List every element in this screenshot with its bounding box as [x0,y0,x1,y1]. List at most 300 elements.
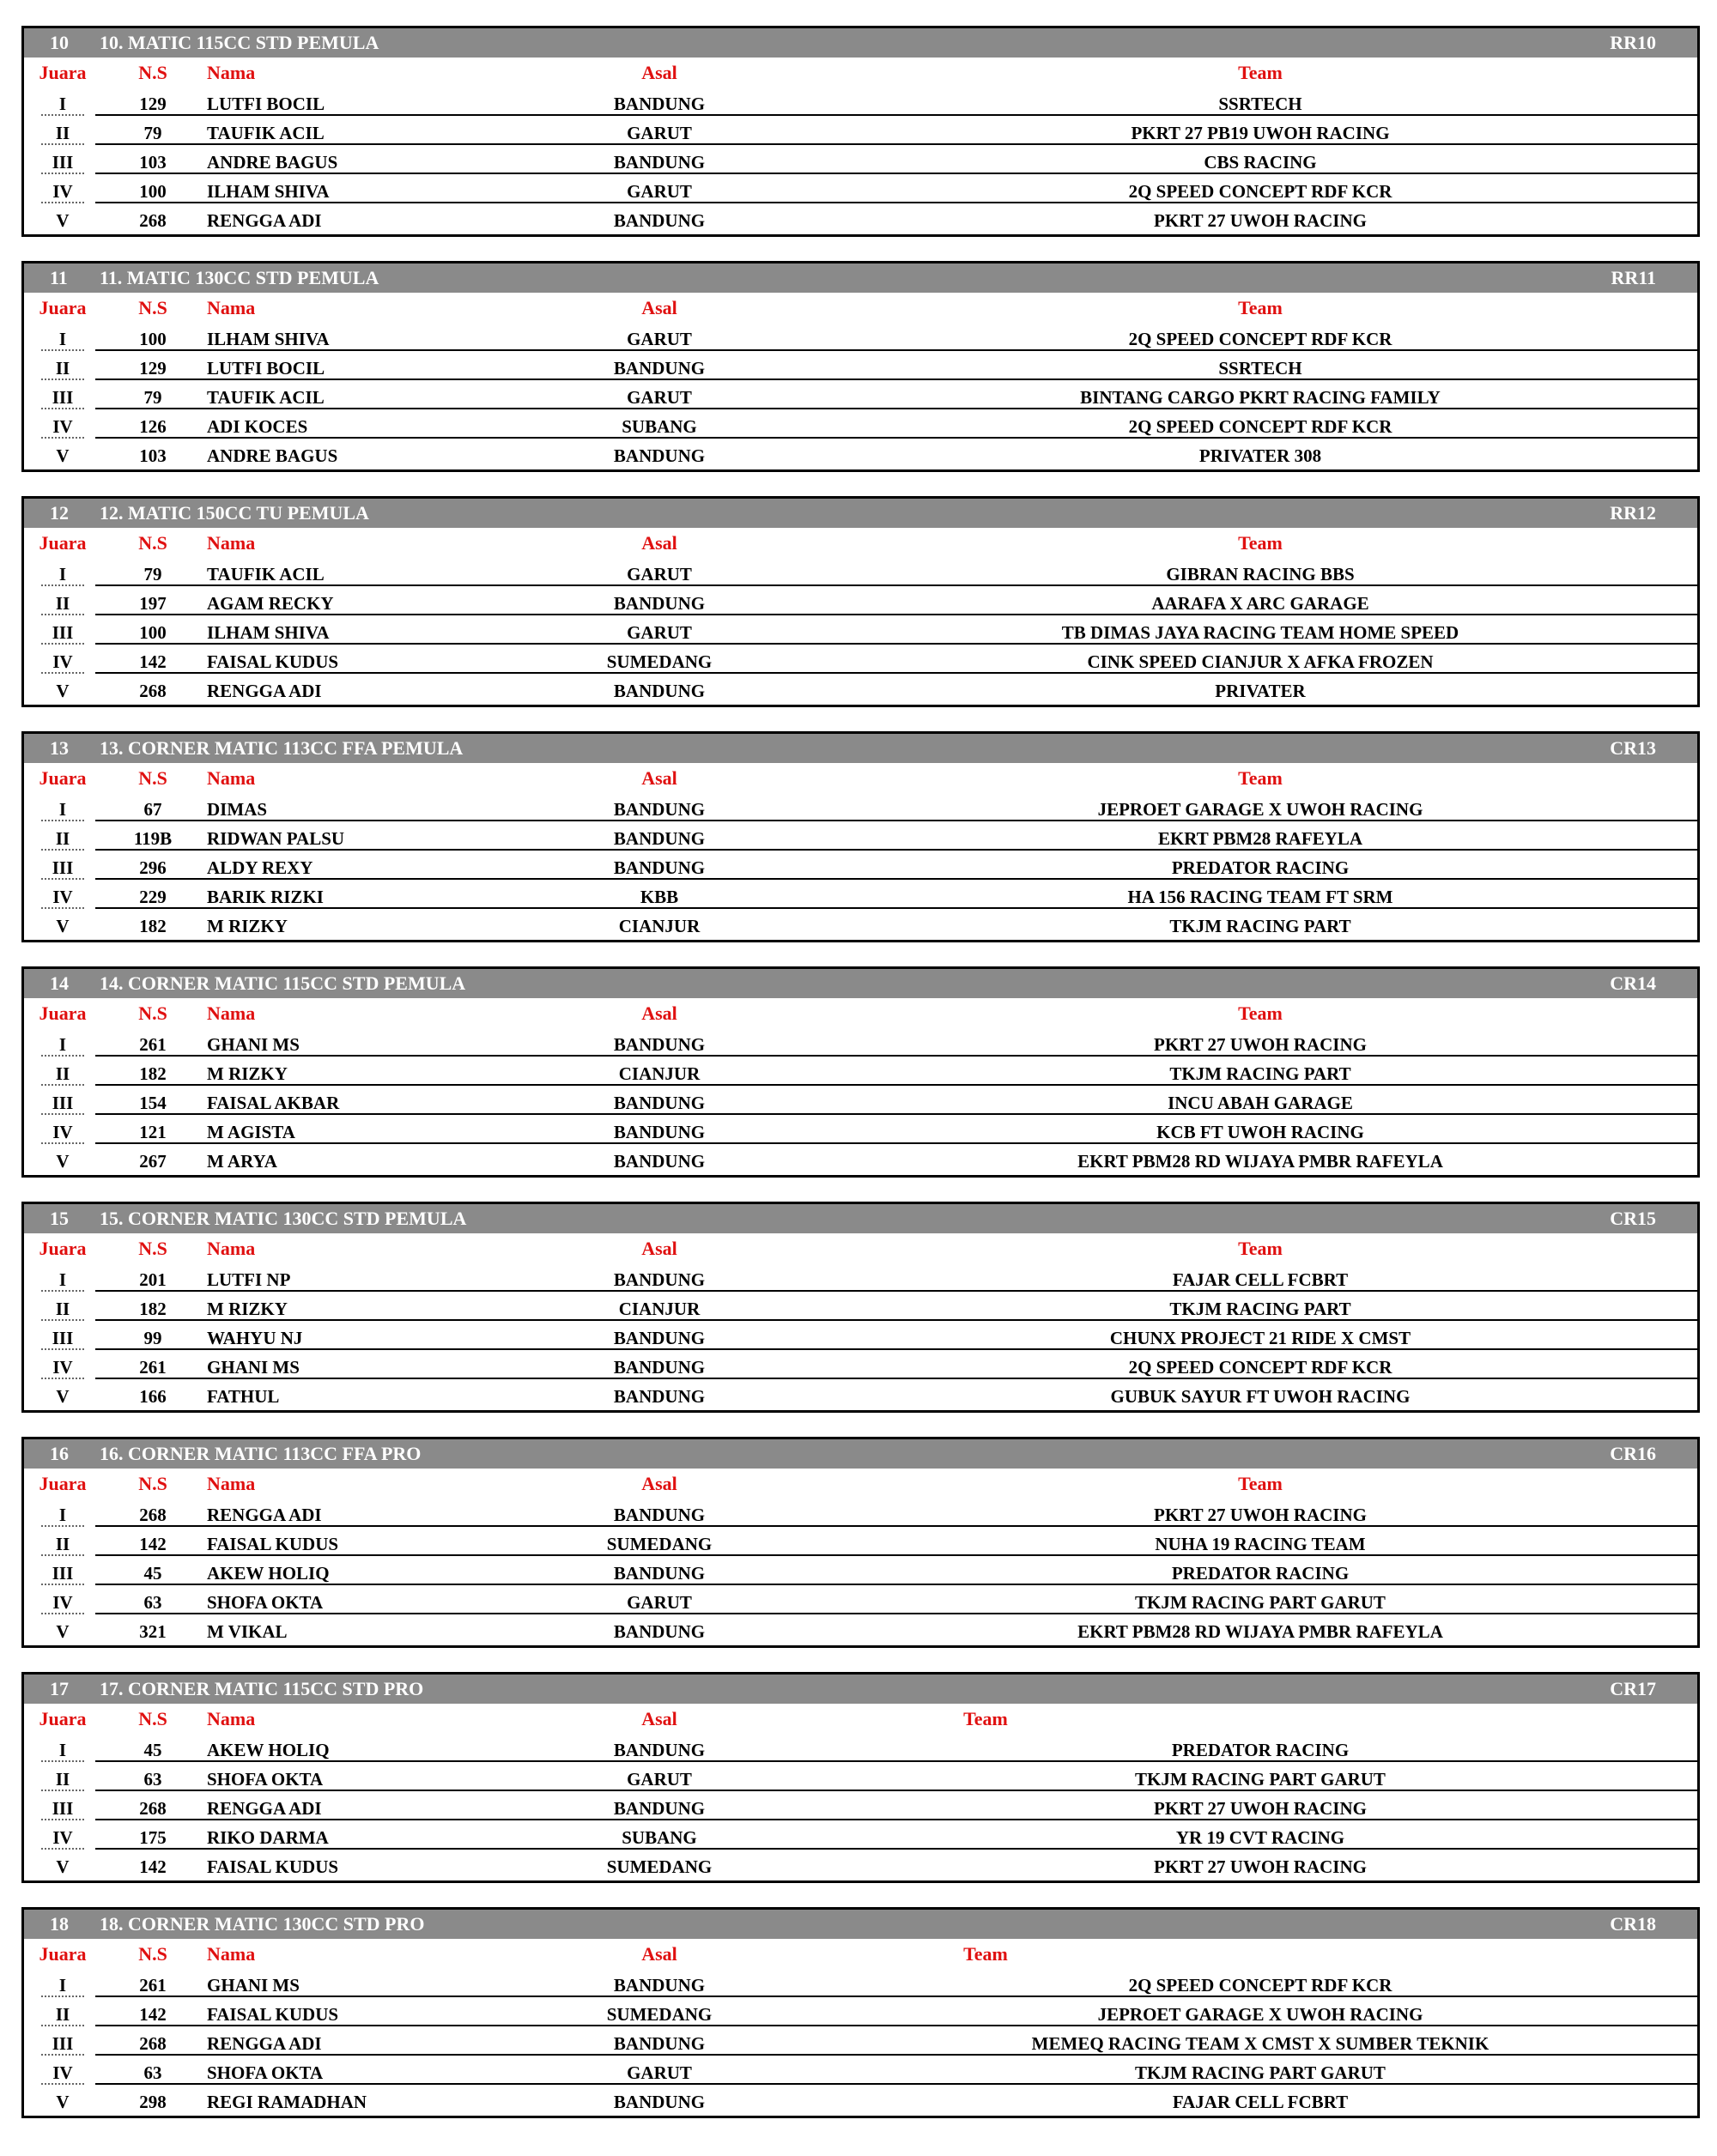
cell-ns: 261 [139,1357,167,1378]
cell-team: MEMEQ RACING TEAM X CMST X SUMBER TEKNIK [1031,2033,1489,2054]
column-header-row [24,293,1697,322]
cell-ns: 45 [143,1740,162,1760]
result-table [21,26,1700,237]
cell-nama: RIDWAN PALSU [207,828,345,849]
cell-asal: CIANJUR [618,1299,701,1319]
class-title-bar [24,1910,1697,1939]
class-code: RR11 [1611,267,1656,288]
cell-ns: 268 [139,681,167,701]
header-juara: Juara [39,297,87,318]
cell-team: SSRTECH [1218,358,1302,379]
cell-team: AARAFA X ARC GARAGE [1151,593,1369,614]
table-row [24,409,1697,439]
header-ns: N.S [138,1473,167,1494]
table-row [24,1527,1697,1556]
class-code: CR13 [1610,737,1656,759]
class-number: 16 [50,1443,69,1464]
cell-team: 2Q SPEED CONCEPT RDF KCR [1128,1357,1392,1378]
header-asal: Asal [641,297,677,318]
cell-juara: I [58,1505,67,1525]
cell-asal: CIANJUR [618,916,701,936]
header-nama: Nama [207,532,256,554]
result-table [21,261,1700,472]
cell-ns: 201 [139,1269,167,1290]
result-table [21,1202,1700,1413]
table-row [24,439,1697,468]
cell-ns: 197 [139,593,167,614]
cell-juara: III [52,2033,74,2054]
cell-nama: ANDRE BAGUS [207,152,338,173]
class-title-bar [24,263,1697,293]
class-title-bar [24,499,1697,528]
cell-nama: ILHAM SHIVA [207,181,330,202]
cell-team: BINTANG CARGO PKRT RACING FAMILY [1080,387,1441,408]
header-team: Team [1238,297,1283,318]
table-row [24,1733,1697,1762]
column-header-row [24,1939,1697,1968]
cell-nama: WAHYU NJ [207,1328,303,1348]
cell-juara: V [56,1621,70,1642]
cell-juara: V [56,2092,70,2112]
cell-juara: II [55,1769,70,1790]
table-row [24,615,1697,645]
header-juara: Juara [39,532,87,554]
cell-juara: II [55,1299,70,1319]
cell-asal: GARUT [627,564,692,584]
column-header-row [24,763,1697,792]
header-team: Team [1238,62,1283,83]
cell-nama: M AGISTA [207,1122,295,1142]
cell-juara: III [52,387,74,408]
class-number: 12 [50,502,69,524]
cell-juara: V [56,210,70,231]
cell-juara: II [55,1063,70,1084]
cell-juara: III [52,1563,74,1584]
table-row [24,203,1697,233]
cell-nama: ANDRE BAGUS [207,445,338,466]
cell-nama: RENGGA ADI [207,1505,322,1525]
cell-ns: 142 [139,1856,167,1877]
cell-juara: III [52,1093,74,1113]
cell-team: CINK SPEED CIANJUR X AFKA FROZEN [1087,651,1434,672]
class-title: 10. MATIC 115CC STD PEMULA [100,32,379,53]
cell-ns: 321 [139,1621,167,1642]
cell-team: PRIVATER 308 [1198,445,1322,466]
cell-team: PKRT 27 UWOH RACING [1154,1856,1367,1877]
cell-ns: 79 [143,564,162,584]
cell-ns: 100 [139,181,167,202]
cell-asal: BANDUNG [613,1093,706,1113]
header-juara: Juara [39,767,87,789]
table-row [24,1086,1697,1115]
table-row [24,1321,1697,1350]
cell-asal: BANDUNG [613,2092,706,2112]
cell-juara: IV [52,416,73,437]
header-ns: N.S [138,297,167,318]
cell-asal: BANDUNG [613,1151,706,1172]
cell-nama: REGI RAMADHAN [207,2092,367,2112]
cell-team: KCB FT UWOH RACING [1156,1122,1364,1142]
header-nama: Nama [207,1943,256,1965]
cell-nama: RIKO DARMA [207,1827,329,1848]
cell-juara: IV [52,1592,73,1613]
cell-nama: BARIK RIZKI [207,887,324,907]
cell-nama: FAISAL AKBAR [207,1093,340,1113]
header-team: Team [1238,1002,1283,1024]
table-row [24,1292,1697,1321]
cell-team: 2Q SPEED CONCEPT RDF KCR [1128,1975,1392,1996]
cell-ns: 67 [143,799,162,820]
cell-nama: M VIKAL [207,1621,288,1642]
cell-juara: V [56,681,70,701]
cell-nama: SHOFA OKTA [207,1592,324,1613]
cell-nama: AKEW HOLIQ [207,1740,330,1760]
cell-ns: 182 [139,1063,167,1084]
cell-nama: M ARYA [207,1151,277,1172]
cell-team: PKRT 27 UWOH RACING [1154,1798,1367,1819]
cell-asal: BANDUNG [613,799,706,820]
cell-ns: 103 [139,445,167,466]
header-juara: Juara [39,1238,87,1259]
cell-team: TKJM RACING PART [1169,1299,1351,1319]
header-juara: Juara [39,1708,87,1729]
table-row [24,1556,1697,1585]
header-ns: N.S [138,532,167,554]
table-row [24,1791,1697,1820]
table-row [24,1498,1697,1527]
cell-ns: 79 [143,387,162,408]
table-row [24,851,1697,880]
header-asal: Asal [641,1473,677,1494]
header-asal: Asal [641,1943,677,1965]
cell-nama: FAISAL KUDUS [207,651,339,672]
cell-asal: BANDUNG [613,445,706,466]
cell-team: NUHA 19 RACING TEAM [1155,1534,1366,1554]
header-ns: N.S [138,767,167,789]
cell-nama: GHANI MS [207,1357,300,1378]
cell-ns: 129 [139,94,167,114]
table-row [24,1762,1697,1791]
cell-team: TB DIMAS JAYA RACING TEAM HOME SPEED [1061,622,1459,643]
cell-asal: KBB [640,887,679,907]
cell-team: EKRT PBM28 RD WIJAYA PMBR RAFEYLA [1077,1151,1443,1172]
class-code: RR12 [1610,502,1656,524]
cell-nama: SHOFA OKTA [207,1769,324,1790]
cell-team: TKJM RACING PART GARUT [1135,1769,1386,1790]
table-row [24,2085,1697,2114]
cell-nama: FAISAL KUDUS [207,1534,339,1554]
cell-nama: M RIZKY [207,916,288,936]
table-row [24,821,1697,851]
header-ns: N.S [138,1238,167,1259]
cell-juara: II [55,358,70,379]
class-number: 15 [50,1208,69,1229]
header-nama: Nama [207,1238,256,1259]
cell-ns: 182 [139,1299,167,1319]
table-row [24,174,1697,203]
class-title: 12. MATIC 150CC TU PEMULA [100,502,369,524]
cell-juara: II [55,123,70,143]
cell-team: TKJM RACING PART [1169,1063,1351,1084]
table-row [24,2026,1697,2056]
cell-juara: IV [52,1122,73,1142]
cell-ns: 99 [143,1328,162,1348]
cell-asal: BANDUNG [613,1563,706,1584]
cell-ns: 100 [139,622,167,643]
cell-team: INCU ABAH GARAGE [1168,1093,1353,1113]
cell-team: EKRT PBM28 RD WIJAYA PMBR RAFEYLA [1077,1621,1443,1642]
cell-asal: BANDUNG [613,1122,706,1142]
cell-asal: BANDUNG [613,1357,706,1378]
cell-team: TKJM RACING PART GARUT [1135,1592,1386,1613]
table-row [24,380,1697,409]
cell-ns: 175 [139,1827,167,1848]
cell-ns: 296 [139,857,167,878]
cell-juara: V [56,1856,70,1877]
class-title-bar [24,734,1697,763]
cell-nama: RENGGA ADI [207,681,322,701]
cell-ns: 229 [139,887,167,907]
cell-asal: BANDUNG [613,828,706,849]
cell-nama: FAISAL KUDUS [207,1856,339,1877]
result-table [21,496,1700,707]
result-table [21,1437,1700,1648]
header-ns: N.S [138,1943,167,1965]
result-table [21,731,1700,942]
cell-ns: 100 [139,329,167,349]
cell-ns: 261 [139,1975,167,1996]
cell-juara: IV [52,651,73,672]
table-row [24,1997,1697,2026]
cell-ns: 268 [139,210,167,231]
cell-asal: BANDUNG [613,358,706,379]
header-juara: Juara [39,1002,87,1024]
cell-juara: II [55,593,70,614]
cell-team: PRIVATER [1215,681,1306,701]
class-title: 13. CORNER MATIC 113CC FFA PEMULA [100,737,464,759]
cell-nama: ALDY REXY [207,857,313,878]
class-title-bar [24,1439,1697,1469]
table-row [24,1820,1697,1850]
header-asal: Asal [641,1002,677,1024]
cell-ns: 261 [139,1034,167,1055]
results-document [21,26,1700,2142]
cell-ns: 63 [143,1592,162,1613]
table-row [24,1379,1697,1408]
cell-team: JEPROET GARAGE X UWOH RACING [1097,799,1423,820]
table-row [24,1144,1697,1173]
cell-nama: RENGGA ADI [207,1798,322,1819]
cell-juara: IV [52,1357,73,1378]
cell-team: PKRT 27 UWOH RACING [1154,1505,1367,1525]
table-row [24,1350,1697,1379]
table-row [24,1115,1697,1144]
cell-asal: BANDUNG [613,681,706,701]
cell-juara: I [58,564,67,584]
cell-nama: AKEW HOLIQ [207,1563,330,1584]
cell-ns: 268 [139,1798,167,1819]
header-juara: Juara [39,1473,87,1494]
table-row [24,116,1697,145]
class-title-bar [24,28,1697,58]
cell-juara: IV [52,2062,73,2083]
table-row [24,674,1697,703]
cell-asal: GARUT [627,329,692,349]
header-asal: Asal [641,1708,677,1729]
column-header-row [24,528,1697,557]
cell-juara: I [58,1740,67,1760]
table-row [24,1968,1697,1997]
cell-nama: LUTFI BOCIL [207,358,325,379]
cell-asal: BANDUNG [613,2033,706,2054]
cell-juara: III [52,1798,74,1819]
cell-juara: V [56,1151,70,1172]
table-row [24,1585,1697,1614]
class-code: CR14 [1610,972,1656,994]
header-asal: Asal [641,62,677,83]
table-row [24,1614,1697,1644]
cell-team: EKRT PBM28 RAFEYLA [1157,828,1363,849]
cell-team: TKJM RACING PART GARUT [1135,2062,1386,2083]
class-title: 18. CORNER MATIC 130CC STD PRO [100,1913,425,1935]
cell-ns: 166 [139,1386,167,1407]
cell-team: FAJAR CELL FCBRT [1172,1269,1349,1290]
cell-asal: GARUT [627,622,692,643]
cell-nama: AGAM RECKY [207,593,334,614]
cell-asal: SUMEDANG [606,1856,713,1877]
cell-ns: 126 [139,416,167,437]
class-title: 14. CORNER MATIC 115CC STD PEMULA [100,972,466,994]
cell-asal: BANDUNG [613,1505,706,1525]
cell-nama: RENGGA ADI [207,210,322,231]
header-team: Team [963,1943,1008,1965]
table-row [24,880,1697,909]
cell-asal: SUBANG [622,416,697,437]
header-team: Team [1238,532,1283,554]
cell-asal: GARUT [627,1769,692,1790]
cell-ns: 268 [139,2033,167,2054]
cell-team: JEPROET GARAGE X UWOH RACING [1097,2004,1423,2025]
cell-team: HA 156 RACING TEAM FT SRM [1127,887,1393,907]
cell-ns: 45 [143,1563,162,1584]
cell-asal: SUMEDANG [606,651,713,672]
cell-ns: 79 [143,123,162,143]
header-nama: Nama [207,1002,256,1024]
cell-nama: FATHUL [207,1386,280,1407]
class-number: 11 [50,267,68,288]
class-code: RR10 [1610,32,1656,53]
header-team: Team [1238,767,1283,789]
cell-team: PKRT 27 UWOH RACING [1154,1034,1367,1055]
cell-asal: GARUT [627,123,692,143]
cell-asal: BANDUNG [613,210,706,231]
cell-team: GUBUK SAYUR FT UWOH RACING [1110,1386,1411,1407]
cell-nama: SHOFA OKTA [207,2062,324,2083]
cell-ns: 268 [139,1505,167,1525]
cell-ns: 142 [139,1534,167,1554]
class-number: 14 [50,972,69,994]
table-row [24,586,1697,615]
result-table [21,1672,1700,1883]
table-row [24,1263,1697,1292]
cell-asal: BANDUNG [613,1034,706,1055]
class-title-bar [24,1204,1697,1233]
cell-team: 2Q SPEED CONCEPT RDF KCR [1128,329,1392,349]
class-number: 13 [50,737,69,759]
table-row [24,557,1697,586]
table-row [24,1057,1697,1086]
class-title: 11. MATIC 130CC STD PEMULA [100,267,379,288]
cell-nama: TAUFIK ACIL [207,564,325,584]
cell-nama: ILHAM SHIVA [207,622,330,643]
cell-asal: BANDUNG [613,152,706,173]
header-nama: Nama [207,1473,256,1494]
cell-nama: LUTFI NP [207,1269,291,1290]
header-nama: Nama [207,767,256,789]
cell-team: SSRTECH [1218,94,1302,114]
cell-juara: IV [52,887,73,907]
cell-asal: BANDUNG [613,1975,706,1996]
cell-asal: GARUT [627,2062,692,2083]
cell-juara: IV [52,1827,73,1848]
cell-juara: III [52,1328,74,1348]
class-title: 16. CORNER MATIC 113CC FFA PRO [100,1443,422,1464]
column-header-row [24,1233,1697,1263]
cell-nama: GHANI MS [207,1975,300,1996]
cell-asal: BANDUNG [613,1328,706,1348]
class-title: 15. CORNER MATIC 130CC STD PEMULA [100,1208,467,1229]
cell-nama: GHANI MS [207,1034,300,1055]
cell-nama: ADI KOCES [207,416,308,437]
cell-juara: II [55,1534,70,1554]
cell-ns: 63 [143,2062,162,2083]
cell-nama: FAISAL KUDUS [207,2004,339,2025]
cell-juara: I [58,799,67,820]
column-header-row [24,1704,1697,1733]
cell-asal: GARUT [627,1592,692,1613]
cell-nama: TAUFIK ACIL [207,123,325,143]
header-juara: Juara [39,62,87,83]
cell-juara: V [56,1386,70,1407]
cell-asal: BANDUNG [613,94,706,114]
cell-asal: GARUT [627,181,692,202]
class-code: CR18 [1610,1913,1656,1935]
cell-juara: I [58,1975,67,1996]
cell-nama: RENGGA ADI [207,2033,322,2054]
cell-asal: BANDUNG [613,1798,706,1819]
result-table [21,1907,1700,2118]
cell-asal: SUBANG [622,1827,697,1848]
cell-juara: IV [52,181,73,202]
cell-juara: II [55,2004,70,2025]
cell-team: PREDATOR RACING [1171,1563,1350,1584]
header-ns: N.S [138,1002,167,1024]
table-row [24,351,1697,380]
cell-juara: V [56,916,70,936]
table-row [24,1027,1697,1057]
cell-ns: 154 [139,1093,167,1113]
cell-asal: BANDUNG [613,1740,706,1760]
cell-team: PREDATOR RACING [1171,1740,1350,1760]
header-nama: Nama [207,62,256,83]
cell-juara: III [52,622,74,643]
cell-team: CBS RACING [1204,152,1317,173]
header-asal: Asal [641,1238,677,1259]
class-code: CR15 [1610,1208,1656,1229]
header-team: Team [1238,1473,1283,1494]
cell-ns: 103 [139,152,167,173]
cell-ns: 63 [143,1769,162,1790]
